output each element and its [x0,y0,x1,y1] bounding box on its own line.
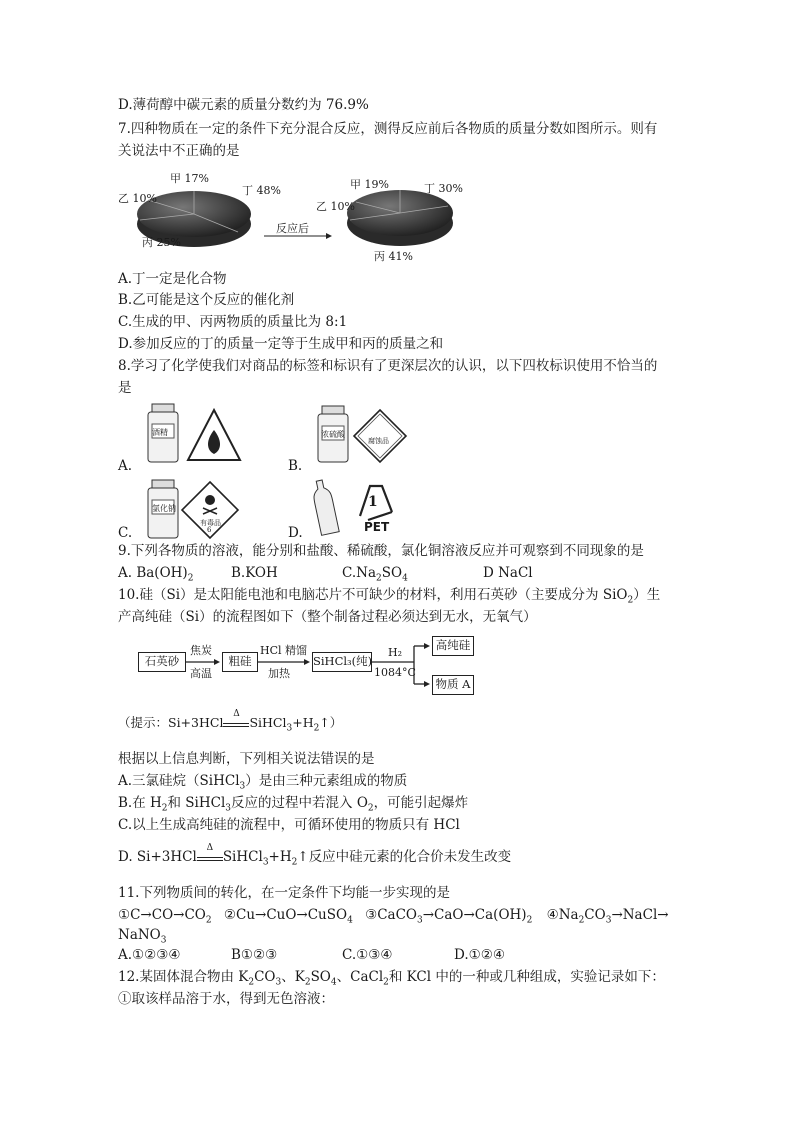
bottle-a-label: 酒精 [152,428,168,437]
q10-b-2: 和 SiHCl [167,795,226,811]
pie-before-ding: 丁 48% [242,184,281,197]
q11-answer-d: D.①②④ [454,947,505,963]
q11-item4d: NaNO [118,927,161,943]
hint-sub3: 3 [286,723,293,734]
q7-stem-line2: 关说法中不正确的是 [118,143,240,159]
q10d-sub3: 3 [262,857,269,868]
q11-item3: ③CaCO [365,907,417,923]
q9-option-b: B.KOH [231,565,278,581]
q9-c-mid: SO [381,565,403,581]
flow-material-a-box: 物质 A [432,675,474,695]
q10-a-sub: 3 [239,781,246,792]
q10d-post: SiHCl [222,849,263,865]
bottle-b-label: 浓硫酸 [321,430,345,439]
q10d-pre: D. Si+3HCl [118,849,197,865]
q11-answer-b: B①②③ [231,947,278,963]
q8-image-a [144,402,244,464]
pie-after-yi: 乙 10% [316,200,355,213]
q9-option-d: D NaCl [483,565,533,581]
q8-label-c: C. [118,525,133,541]
q10-stem-end: ）生 [633,587,661,603]
q11-item4-cont: NaNO$_3$ [118,927,167,946]
q8-image-c [144,478,244,540]
skull-icon [205,495,215,505]
q10-stem-sub: 2 [627,595,634,606]
flow-cond2-bottom: 加热 [268,667,290,680]
q8-stem-line2: 是 [118,380,132,396]
q12-stem: 12.某固体混合物由 $K_2CO_3$、$K_2SO_4$、CaCl$_2$和 KCl 中的一种或几种组成，实验记录如下： [118,969,665,988]
q10-b-sub1: 2 [161,803,168,814]
hint-h2: +H [292,715,314,730]
q10d-sub2: 2 [291,857,298,868]
hint-delta: Δ [233,709,240,719]
q10-b-sub2: 3 [225,803,232,814]
q11-item4: ④Na [546,907,579,923]
q10d-end: 反应中硅元素的化合价未发生改变 [308,849,512,865]
pie-arrow-label: 反应后 [276,222,309,235]
q8-stem-line1: 8.学习了化学使我们对商品的标签和标识有了更深层次的认识，以下四枚标识使用不恰当的 [118,358,658,374]
q12-d: SO [310,969,331,985]
q12-c: 、K [281,969,305,985]
flow-crude-box: 粗硅 [222,652,258,672]
q9-option-c [342,564,408,588]
q10-b-4: ，可能引起爆炸 [373,795,469,811]
q7-option-c: C.生成的甲、丙两物质的质量比为 8:1 [118,314,348,330]
q9-a-text: A. Ba(OH) [118,565,188,581]
plastic-bottle-icon [310,479,339,536]
q8-image-b [314,404,414,464]
flow-quartz-box: 石英砂 [138,652,186,672]
hint-post: SiHCl [249,715,287,730]
q12-b: CO [254,969,276,985]
q11-item3b: →CaO→Ca(OH) [422,907,527,923]
q10-a-end: ）是由三种元素组成的物质 [245,773,408,789]
q9-stem: 9.下列各物质的溶液，能分别和盐酸、稀硫酸，氯化铜溶液反应并可观察到不同现象的是 [118,543,644,559]
hint-up: ↑） [319,715,343,730]
pie-after-ding: 丁 30% [424,182,463,195]
q10-judge: 根据以上信息判断，下列相关说法错误的是 [118,751,375,767]
q10-option-a [118,772,407,796]
q9-a-sub: 2 [187,573,194,584]
flow-pure-box: 高纯硅 [432,636,474,656]
q12-e: 、CaCl [336,969,384,985]
q10-stem-text: 10.硅（Si）是太阳能电池和电脑芯片不可缺少的材料，利用石英砂（主要成分为 SiO [118,587,628,603]
q10-flowchart [118,632,478,700]
sign-c-number: 6 [207,526,212,534]
q10-stem-line2: 产高纯硅（Si）的流程图如下（整个制备过程必须达到无水，无氧气） [118,609,537,625]
recycle-number: 1 [368,494,378,510]
flow-cond1-top: 焦炭 [190,644,212,657]
pie-after-bing: 丙 41% [374,250,413,263]
flow-sihcl-box: SiHCl₃(纯) [312,652,372,672]
q10-option-b [118,794,468,818]
q10-a-text: A.三氯硅烷（SiHCl [118,773,240,789]
q10d-delta: Δ [206,843,214,853]
sign-c-label: 有毒品 [200,519,221,527]
q7-option-b: B.乙可能是这个反应的催化剂 [118,292,295,308]
bottle-c-label: 氯化钠 [152,504,176,513]
q9-c-sub2: 4 [402,573,408,584]
q10-b-sub3: 2 [367,803,374,814]
flow-cond3-bottom: 1084°C [374,666,416,679]
q10-option-d [118,843,512,872]
q12-step1: ①取该样品溶于水，得到无色溶液： [118,991,334,1007]
hint-sub2: 2 [313,723,320,734]
q11-item2: ②Cu→CuO→CuSO [223,907,348,923]
q10d-up: ↑ [297,849,309,865]
q11-item1: ①C→CO→CO [118,907,206,923]
q10-option-c: C.以上生成高纯硅的流程中，可循环使用的物质只有 HCl [118,817,460,833]
q10-b-3: 反应的过程中若混入 O [231,795,368,811]
q11-answer-a: A.①②③④ [118,947,181,963]
flow-cond1-bottom: 高温 [190,667,212,680]
q8-label-a: A. [118,458,133,474]
q11-answer-c: C.①③④ [342,947,393,963]
q9-c-text: C.Na [342,565,377,581]
pie-before-yi: 乙 10% [118,192,157,205]
q7-stem-line1: 7.四种物质在一定的条件下充分混合反应，测得反应前后各物质的质量分数如图所示。则有 [118,121,658,137]
q10d-h2: +H [268,849,292,865]
q7-pie-figure [118,168,498,266]
q8-image-d [310,476,410,540]
q10-stem-line1 [118,586,660,610]
q9-option-a [118,564,193,588]
q10-b-1: B.在 H [118,795,162,811]
sign-b-label: 腐蚀品 [368,437,389,445]
q8-label-d: D. [288,525,303,541]
pie-before-bing: 丙 25% [142,236,181,249]
hint-pre: （提示：Si+3HCl [118,715,224,730]
pet-label: PET [364,520,390,534]
flow-cond3-top: H₂ [388,646,403,659]
pie-after-jia: 甲 19% [350,178,389,191]
q6-option-d: D.薄荷醇中碳元素的质量分数约为 76.9% [118,97,369,113]
q7-option-a: A.丁一定是化合物 [118,271,227,287]
q11-items: $①C\to CO\to CO_2$ ②Cu→CuO→CuSO$_4$ $③CaCO_3\to CaO\to Ca(OH)_2$ $④Na_2CO_3\to NaCl\to$ [118,907,669,926]
q12-a: 12.某固体混合物由 K [118,969,249,985]
q9-c-sub1: 2 [376,573,382,584]
q10-hint [118,709,343,738]
q7-option-d: D.参加反应的丁的质量一定等于生成甲和丙的质量之和 [118,336,444,352]
q11-item4b: CO [584,907,606,923]
q12-f: 和 KCl 中的一种或几种组成，实验记录如下： [388,969,665,985]
pie-before-jia: 甲 17% [170,172,209,185]
q11-item4c: →NaCl→ [611,907,669,923]
flow-cond2-top: HCl 精馏 [260,644,308,657]
q8-label-b: B. [288,458,303,474]
q11-stem: 11.下列物质间的转化，在一定条件下均能一步实现的是 [118,885,450,901]
